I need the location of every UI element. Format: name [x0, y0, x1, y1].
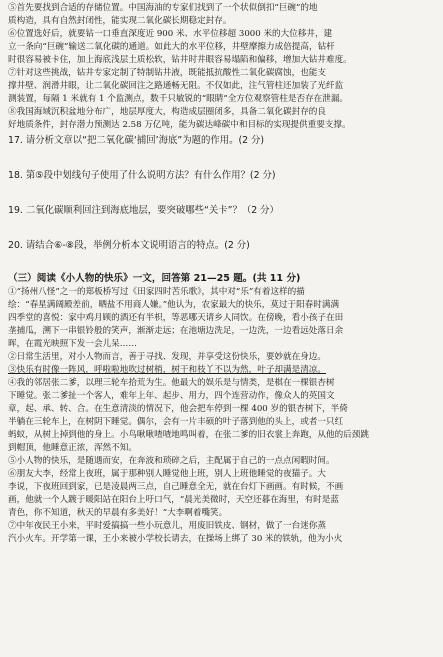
paragraph-line: 汽小火车。开学第一课，王小来被小学校长请去，在操场上绑了 30 米的铁轨，他为小火	[8, 534, 343, 544]
underlined-sentence: ③快乐有时像一阵风，呼啦啦地吹过树梢，树干和枝丫不以为然，叶子却满是清凉。	[8, 365, 326, 375]
question-20: 20. 请结合⑥-⑧段，举例分析本文说明语言的特点。(2 分)	[8, 240, 250, 251]
paragraph-line: 到帽顶，他睡意正浓，浑然不知。	[8, 443, 137, 453]
paragraph-line: ⑥位置选好后，就要钻一口垂直深度近 900 米、水平位移超 3000 米的大位移井，建	[8, 29, 333, 39]
passage-b	[8, 286, 435, 546]
paragraph-line: 章，起、承、转、合。在生意清淡的情况下，他会把车停到一棵 400 岁的银杏树下，半倚	[8, 404, 348, 414]
paragraph-line: ②日常生活里，对小人物而言，善于寻找、发现，并享受这份快乐，要妙就在身边。	[8, 352, 326, 362]
paragraph-line: 测装置，每隔 1 米就有 1 个监测点，数千只敏锐的“眼睛”全方位观察管柱是否存在泄漏。	[8, 94, 349, 104]
paragraph-line: 青色，你不知道，秋天的早晨有多美好！”大李啊着嘴笑。	[8, 508, 228, 518]
passage-a	[8, 2, 435, 132]
paragraph-line: ⑤小人物的快乐，是随遇而安，在奔波和琐碎之后，主配属于自己的一点点闲暇时间。	[8, 456, 335, 466]
paragraph-line: 撑井壁、润滑井眼，让二氧化碳回注之路通畅无阻。不仅如此，注气管柱还加装了光纤监	[8, 81, 344, 91]
paragraph-line: 半躺在三轮车上，在树阴下睡觉。偶尔，会有一片丰硕的叶子落到他的头上，或者一只红	[8, 417, 344, 427]
paragraph-line: 晖，在霞光映照下发一会儿呆……	[8, 339, 137, 349]
paragraph-line: 时很容易被卡住，加上海底浅层土质松软，钻井时井眼容易塌陷和偏移，增加大钻井难度。	[8, 55, 352, 65]
question-19: 19. 二氧化碳顺利回注到海底地层，要突破哪些“关卡”？（2 分）	[8, 205, 279, 216]
section-title: （三）阅读《小人物的快乐》一文，回答第 21—25 题。(共 11 分)	[8, 273, 301, 284]
paragraph-line: 立一条向“巨碗”输送二氧化碳的通道。如此大的水平位移，井壁摩擦力成倍提高，钻杆	[8, 42, 335, 52]
paragraph-line: 四季堂的喜悦：家中鸡月顾的酒还有半枳，等恶哪天请乡人同饮。在傍晚，看小孩子在田	[8, 313, 344, 323]
question-17: 17. 请分析文章以“把二氧化碳‘捕回’海底”为题的作用。(2 分)	[8, 135, 265, 146]
paragraph-line: ⑤首先要找到合适的存储位置。中国海油的专家们找到了一个状似倒扣“巨碗”的地	[8, 3, 318, 13]
paragraph-line: ④我的邻居张二爹，以理三轮车拾荒为生。他最大的娱乐是与情类，是棋在一棵银杏树	[8, 378, 335, 388]
paragraph-line: 李说，下夜班回到家，已是凌晨两三点，自己睡意全无，就在台灯下画画。有时候，不画	[8, 482, 344, 492]
questions-17-20	[8, 134, 435, 252]
paragraph-line: 垄捕瓜，溯下一串银铃般的笑声，渐渐走远；在池塘边洗足，一边洗，一边看远处落日余	[8, 326, 344, 336]
paragraph-line: ⑦针对这些挑战，钻井专家定制了特制钻井液，既能抵抗酸性二氧化碳腐蚀，也能支	[8, 68, 326, 78]
paragraph-line: 质构造，具有自然封闭性，能实现二氧化碳长期稳定封存。	[8, 16, 232, 26]
paragraph-line: 好地质条件，封存潜力预测达 2.58 万亿吨，能为碳达峰碳中和目标的实现提供重要支撑。	[8, 120, 351, 130]
paragraph-line: ⑧我国海域沉积盆地分布广，地层厚度大，构造成层圈闭多，具备二氧化碳封存的良	[8, 107, 326, 117]
paragraph-line: 绘：“春星满阔殿差前，晒盐不用商人嫌。”他认为，农家最大的快乐，莫过于阳春时满满	[8, 300, 340, 310]
paragraph-line: 蚂蚁，从树上掉到他的身上。小鸟啾啾喳喳地鸣叫着，在张二爹的旧衣裳上奔跑，从他的后颈跳	[8, 430, 369, 440]
paragraph-line: 画，他就一个人踱于暖阳站在阳台上吁口气，“晨光美微时，天空还暮在海里，有时是蓝	[8, 495, 339, 505]
question-18: 18. 第⑤段中划线句子使用了什么说明方法？有什么作用？(2 分)	[8, 170, 276, 181]
paragraph-line: ⑥朋友大李，经常上夜班，属于那种别人睡觉他上班，别人上班他睡觉的夜猫子。大	[8, 469, 326, 479]
paragraph-line: ⑦中年夜民王小来，平时爱搞搞一些小玩意儿，用废旧铁皮、钢材，做了一台迷你蒸	[8, 521, 326, 531]
paragraph-line: 下睡觉。张二爹扯一个客人，难年上年、起步、用力，四个连营动作，像众人的英国文	[8, 391, 335, 401]
paragraph-line: ①“扬州八怪”之一的郑板桥写过《田家四时苦乐歌》，其中对“乐”有着这样的描	[8, 287, 305, 297]
